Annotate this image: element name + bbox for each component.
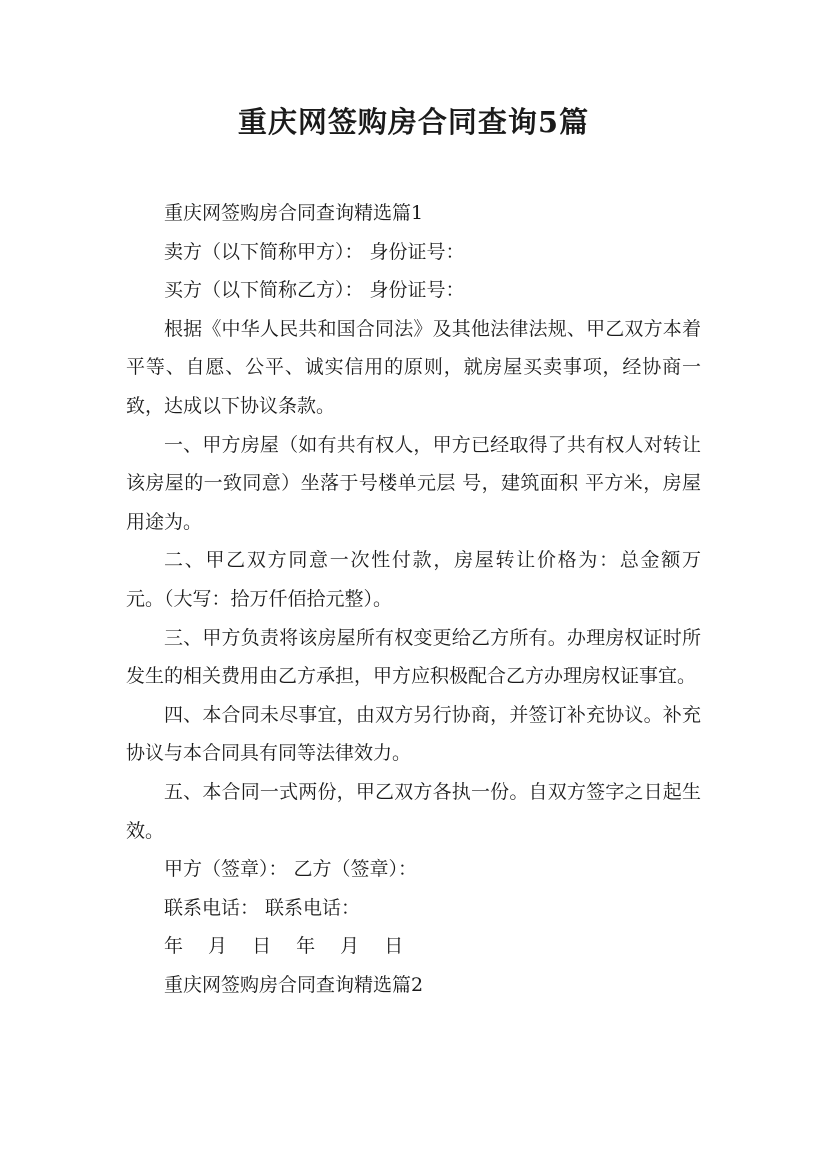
section-heading-1: 重庆网签购房合同查询精选篇1	[164, 202, 424, 224]
seller-line: 卖方（以下简称甲方）： 身份证号：	[164, 240, 465, 263]
document-title: 重庆网签购房合同查询5篇	[237, 105, 590, 139]
buyer-line: 买方（以下简称乙方）： 身份证号：	[164, 279, 465, 302]
clause-2: 二、甲乙双方同意一次性付款，房屋转让价格为：总金额万 元。（大写：拾万仟佰拾元整）。	[126, 549, 701, 610]
contact-phone-line: 联系电话： 联系电话：	[164, 896, 361, 919]
date-line: 年 月 日 年 月 日	[164, 935, 409, 958]
document-body	[126, 194, 701, 1004]
clause-4: 四、本合同未尽事宜，由双方另行协商，并签订补充协议。补充协议与本合同具有同等法律效力。	[126, 703, 701, 765]
clause-3: 三、甲方负责将该房屋所有权变更给乙方所有。办理房权证时所发生的相关费用由乙方承担，甲方应积极配合乙方办理房权证事宜。	[126, 626, 701, 688]
clause-5: 五、本合同一式两份，甲乙双方各执一份。自双方签字之日起生效。	[126, 780, 701, 842]
section-heading-2: 重庆网签购房合同查询精选篇2	[164, 973, 424, 996]
signature-line: 甲方（签章）： 乙方（签章）：	[164, 858, 418, 881]
preamble-paragraph: 根据《中华人民共和国合同法》及其他法律法规、甲乙双方本着平等、自愿、公平、诚实信用的原则，就房屋买卖事项，经协商一致，达成以下协议条款。	[126, 317, 701, 417]
clause-1: 一、甲方房屋（如有共有权人，甲方已经取得了共有权人对转让该房屋的一致同意）坐落于号楼单元层 号，建筑面积 平方米，房屋用途为。	[126, 433, 701, 533]
